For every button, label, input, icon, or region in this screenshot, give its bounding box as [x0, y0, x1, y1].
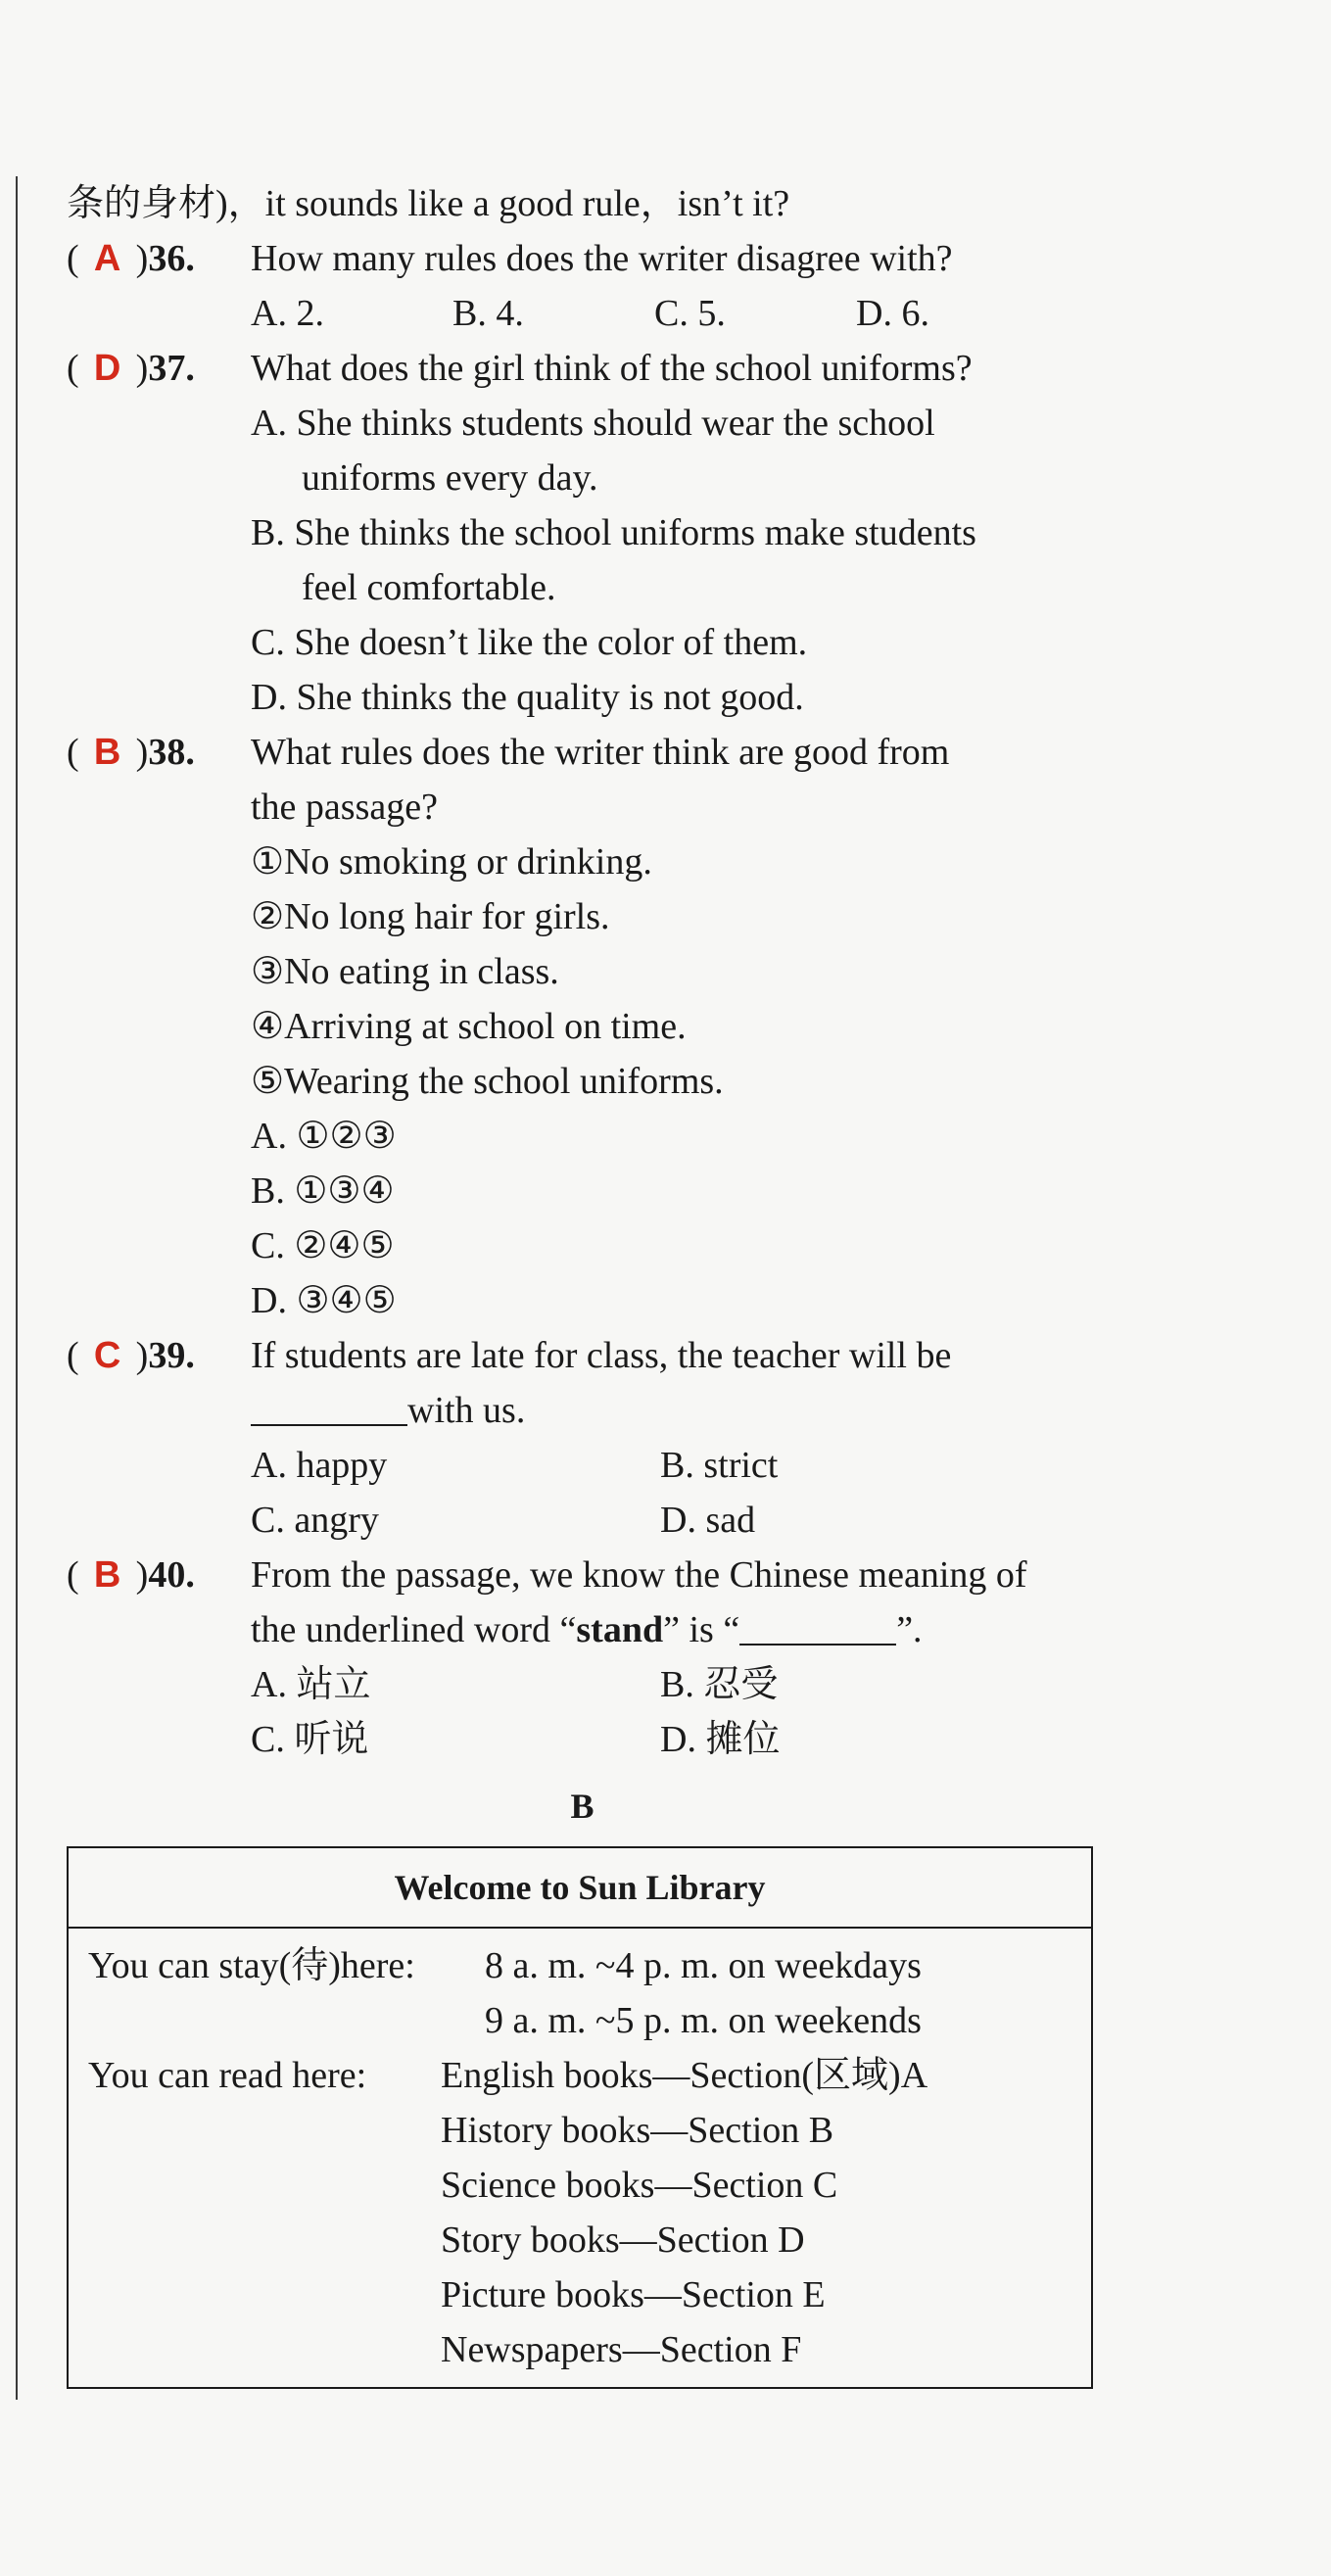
section-entry: History books—Section B [441, 2110, 834, 2151]
option-a: A. She thinks students should wear the school [251, 403, 935, 444]
option-a: A. happy [251, 1445, 388, 1486]
section-entry: Story books—Section D [441, 2219, 805, 2261]
section-row [88, 2158, 1091, 2213]
stem-text: with us. [407, 1390, 526, 1431]
question-number: 36. [148, 238, 195, 279]
rule-item: ④Arriving at school on time. [251, 1006, 687, 1047]
intro-line: 条的身材)，it sounds like a good rule，isn’t it? [67, 183, 790, 224]
question-stem: From the passage, we know the Chinese meaning of [251, 1554, 1027, 1596]
underlined-word: stand [576, 1609, 664, 1650]
section-heading: B [570, 1787, 594, 1826]
option-a-continued: uniforms every day. [302, 457, 598, 499]
option-a: A. 2. [251, 293, 324, 334]
question-37 [67, 341, 1105, 725]
stem-text: ”. [896, 1609, 923, 1650]
stem-text: the underlined word “ [251, 1609, 577, 1650]
option-a: A. ①②③ [251, 1116, 397, 1157]
section-entry: Newspapers—Section F [441, 2329, 802, 2370]
question-39 [67, 1328, 1105, 1548]
question-stem-continued [251, 1383, 1105, 1438]
option-c: C. angry [251, 1500, 379, 1541]
stay-label: You can stay(待)here: [88, 1945, 415, 1986]
section-row [88, 2267, 1091, 2322]
option-d: D. 6. [856, 293, 929, 334]
option-b: B. She thinks the school uniforms make students [251, 512, 976, 553]
options-row [251, 1438, 1105, 1493]
rule-item: ②No long hair for girls. [251, 896, 610, 937]
section-row [88, 2213, 1091, 2267]
question-40 [67, 1548, 1105, 1767]
option-a: A. 站立 [251, 1664, 371, 1705]
question-stem: What rules does the writer think are good from [251, 732, 950, 773]
option-c: C. ②④⑤ [251, 1225, 395, 1266]
option-b: B. strict [660, 1445, 779, 1486]
question-page [67, 176, 1105, 1767]
section-row [88, 2048, 1091, 2103]
question-stem-continued [251, 1602, 1105, 1657]
options-row [251, 1657, 1105, 1712]
notice-body [69, 1929, 1091, 2377]
option-c: C. 5. [654, 293, 726, 334]
answer-blank [739, 1606, 896, 1646]
option-c: C. She doesn’t like the color of them. [251, 622, 808, 663]
library-notice-box [67, 1846, 1093, 2389]
question-stem: What does the girl think of the school uniforms? [251, 348, 973, 389]
margin-rule [16, 176, 18, 2400]
answer-blank [251, 1387, 407, 1426]
question-head: ( B )38. [67, 725, 251, 780]
option-d: D. She thinks the quality is not good. [251, 677, 804, 718]
hours-row [88, 1993, 1091, 2048]
question-head: ( A )36. [67, 231, 251, 286]
answer-mark: B [93, 732, 121, 773]
option-b: B. ①③④ [251, 1170, 395, 1212]
section-entry: Picture books—Section E [441, 2274, 826, 2315]
option-d: D. 摊位 [660, 1719, 781, 1760]
hours-weekends: 9 a. m. ~5 p. m. on weekends [485, 2000, 922, 2041]
rule-item: ③No eating in class. [251, 951, 559, 992]
section-row [88, 2103, 1091, 2158]
answer-mark: C [93, 1335, 121, 1376]
question-stem-continued: the passage? [251, 787, 438, 828]
section-entry: Science books—Section C [441, 2165, 838, 2206]
option-d: D. sad [660, 1500, 756, 1541]
options-row [251, 1712, 1105, 1767]
options-row [251, 286, 1105, 341]
answer-mark: B [93, 1554, 121, 1596]
rule-item: ⑤Wearing the school uniforms. [251, 1061, 724, 1102]
option-c: C. 听说 [251, 1719, 369, 1760]
answer-mark: A [93, 238, 121, 279]
stem-text: ” is “ [663, 1609, 740, 1650]
question-stem: If students are late for class, the teacher will be [251, 1335, 952, 1376]
read-label: You can read here: [88, 2055, 367, 2096]
option-d: D. ③④⑤ [251, 1280, 397, 1321]
question-36 [67, 231, 1105, 341]
option-b-continued: feel comfortable. [302, 567, 556, 608]
hours-row [88, 1938, 1091, 1993]
question-stem: How many rules does the writer disagree with? [251, 238, 953, 279]
rule-item: ①No smoking or drinking. [251, 841, 652, 883]
notice-title: Welcome to Sun Library [69, 1848, 1091, 1929]
option-b: B. 4. [452, 293, 524, 334]
question-head: ( B )40. [67, 1548, 251, 1602]
section-row [88, 2322, 1091, 2377]
section-entry: English books—Section(区域)A [441, 2055, 928, 2096]
question-number: 39. [148, 1335, 195, 1376]
options-row [251, 1493, 1105, 1548]
answer-mark: D [93, 348, 121, 389]
question-number: 38. [148, 732, 195, 773]
option-b: B. 忍受 [660, 1664, 779, 1705]
hours-weekdays: 8 a. m. ~4 p. m. on weekdays [485, 1945, 922, 1986]
question-head: ( C )39. [67, 1328, 251, 1383]
question-number: 37. [148, 348, 195, 389]
question-head: ( D )37. [67, 341, 251, 396]
question-38 [67, 725, 1105, 1328]
question-number: 40. [148, 1554, 195, 1596]
